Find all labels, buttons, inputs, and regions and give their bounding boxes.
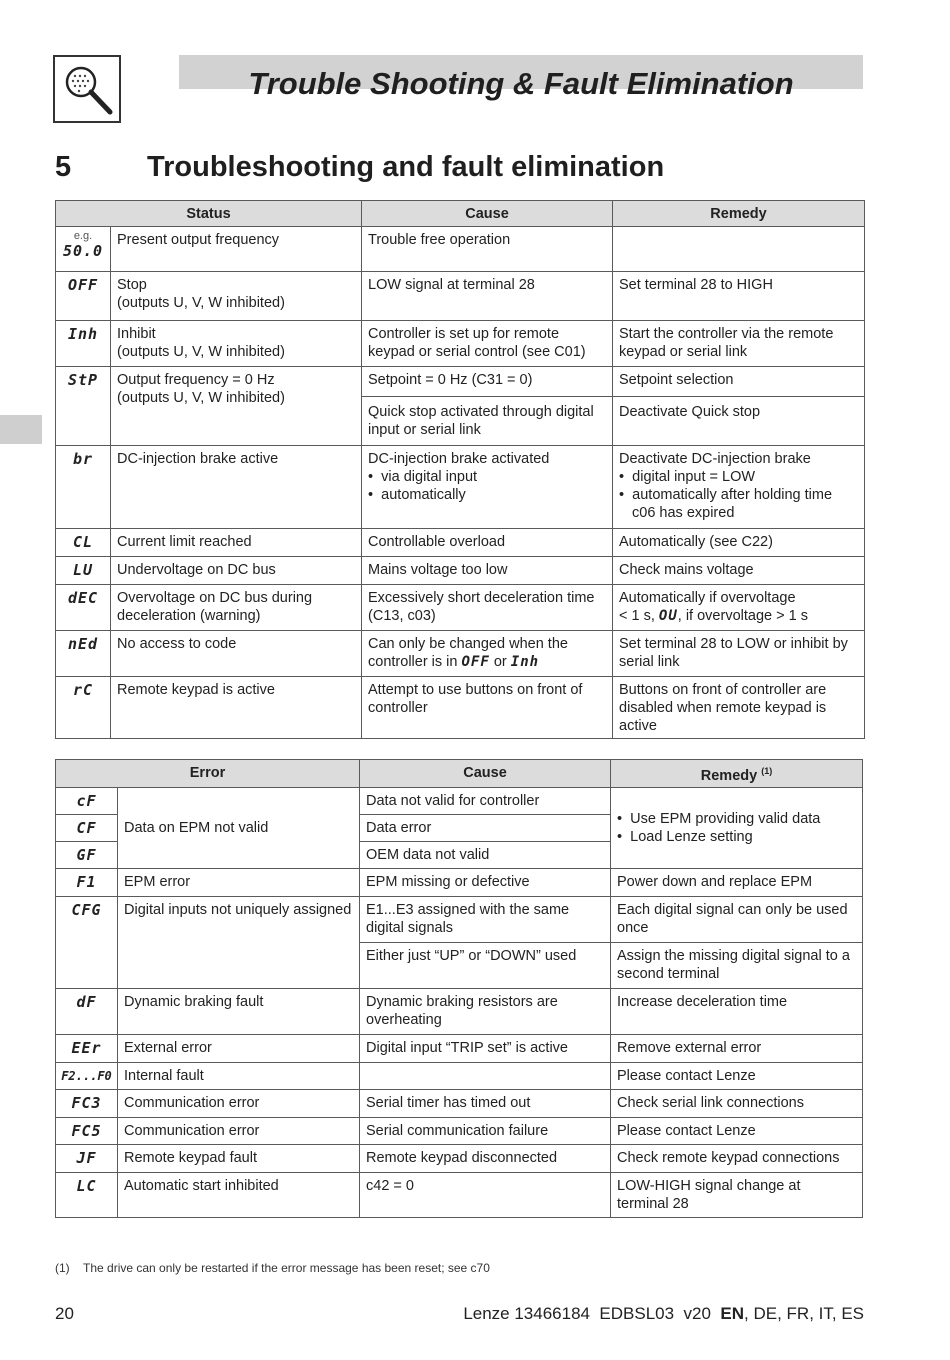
cause-text: Data not valid for controller <box>360 787 611 814</box>
error-text: Remote keypad fault <box>118 1144 360 1172</box>
remedy-text: Automatically (see C22) <box>613 529 865 557</box>
status-text: Undervoltage on DC bus <box>111 557 362 585</box>
error-code: JF <box>56 1144 118 1172</box>
lcd-inline: Inh <box>510 654 540 670</box>
table-row <box>56 631 865 677</box>
error-code: F1 <box>56 868 118 896</box>
status-code: Inh <box>56 321 111 367</box>
cause-text: DC-injection brake activated • via digital input • automatically <box>362 446 613 529</box>
cause-text: Attempt to use buttons on front of controller <box>362 677 613 739</box>
error-text: Dynamic braking fault <box>118 988 360 1034</box>
status-code: OFF <box>56 272 111 321</box>
lcd-inline: OFF <box>461 654 490 670</box>
status-code: rC <box>56 677 111 739</box>
cause-text: Controllable overload <box>362 529 613 557</box>
status-text: Overvoltage on DC bus during deceleration (warning) <box>111 585 362 631</box>
error-table <box>55 759 863 1218</box>
status-text: Current limit reached <box>111 529 362 557</box>
error-code: FC3 <box>56 1089 118 1117</box>
cause-text: LOW signal at terminal 28 <box>362 272 613 321</box>
remedy-text: Set terminal 28 to LOW or inhibit by serial link <box>613 631 865 677</box>
error-text: External error <box>118 1034 360 1062</box>
cause-header: Cause <box>360 760 611 788</box>
status-table <box>55 200 865 739</box>
status-text: Inhibit (outputs U, V, W inhibited) <box>111 321 362 367</box>
eg-label: e.g. <box>73 230 93 242</box>
remedy-text: Setpoint selection Deactivate Quick stop <box>613 367 865 446</box>
remedy-text: Deactivate DC-injection brake • digital input = LOW • automatically after holding time c06 has expired <box>613 446 865 529</box>
error-code: GF <box>56 841 118 868</box>
status-text: Remote keypad is active <box>111 677 362 739</box>
cause-text: E1...E3 assigned with the same digital signals <box>360 896 611 942</box>
status-code: CL <box>56 529 111 557</box>
error-code: LC <box>56 1172 118 1217</box>
table-row <box>56 868 863 896</box>
remedy-text: Check mains voltage <box>613 557 865 585</box>
error-text: Automatic start inhibited <box>118 1172 360 1217</box>
remedy-text: Please contact Lenze <box>611 1117 863 1144</box>
table-row <box>56 321 865 367</box>
error-text: Digital inputs not uniquely assigned <box>118 896 360 988</box>
error-code: dF <box>56 988 118 1034</box>
error-text: Internal fault <box>118 1062 360 1089</box>
error-code: EEr <box>56 1034 118 1062</box>
cause-text: Mains voltage too low <box>362 557 613 585</box>
error-table-header <box>56 760 863 788</box>
remedy-text: Increase deceleration time <box>611 988 863 1034</box>
cause-text: c42 = 0 <box>360 1172 611 1217</box>
status-code: StP <box>56 367 111 446</box>
error-text: Data on EPM not valid <box>118 787 360 868</box>
table-row <box>56 272 865 321</box>
remedy-header: Remedy <box>613 201 865 227</box>
error-code: cF <box>56 787 118 814</box>
footnote <box>55 1261 490 1275</box>
cause-header: Cause <box>362 201 613 227</box>
error-code: F2...F0 <box>56 1062 118 1089</box>
remedy-text: LOW-HIGH signal change at terminal 28 <box>611 1172 863 1217</box>
remedy-text: Power down and replace EPM <box>611 868 863 896</box>
table-row <box>56 1034 863 1062</box>
other-languages: , DE, FR, IT, ES <box>744 1304 864 1323</box>
status-text: Stop (outputs U, V, W inhibited) <box>111 272 362 321</box>
error-text: Communication error <box>118 1117 360 1144</box>
cause-text: Digital input “TRIP set” is active <box>360 1034 611 1062</box>
section-number: 5 <box>55 151 72 183</box>
remedy-text: Set terminal 28 to HIGH <box>613 272 865 321</box>
cause-text: Dynamic braking resistors are overheating <box>360 988 611 1034</box>
remedy-text: Please contact Lenze <box>611 1062 863 1089</box>
remedy-header: Remedy $^{(1)}$ <box>611 760 863 788</box>
table-row <box>56 1172 863 1217</box>
table-row <box>56 446 865 529</box>
table-row <box>56 1117 863 1144</box>
remedy-text: Buttons on front of controller are disabled when remote keypad is active <box>613 677 865 739</box>
remedy-text <box>613 227 865 272</box>
status-code: nEd <box>56 631 111 677</box>
side-tab-marker <box>0 415 42 444</box>
cause-text: OEM data not valid <box>360 841 611 868</box>
cause-text: Either just “UP” or “DOWN” used <box>360 942 611 988</box>
remedy-text: • Use EPM providing valid data • Load Lenze setting <box>611 787 863 868</box>
table-row <box>56 227 865 272</box>
status-code: e.g. 50.0 <box>56 227 111 272</box>
cause-text: Excessively short deceleration time (C13, c03) <box>362 585 613 631</box>
footnote-text: The drive can only be restarted if the error message has been reset; see c70 <box>83 1261 490 1275</box>
page-header-title: Trouble Shooting & Fault Elimination <box>248 66 794 101</box>
status-code: br <box>56 446 111 529</box>
status-code: dEC <box>56 585 111 631</box>
error-code: CF <box>56 814 118 841</box>
footnote-marker: (1) <box>55 1261 70 1275</box>
error-code: CFG <box>56 896 118 988</box>
remedy-text: Check remote keypad connections <box>611 1144 863 1172</box>
table-row <box>56 1062 863 1089</box>
cause-text <box>360 1062 611 1089</box>
error-text: EPM error <box>118 868 360 896</box>
status-text: DC-injection brake active <box>111 446 362 529</box>
active-language: EN <box>720 1304 745 1323</box>
cause-text: Serial timer has timed out <box>360 1089 611 1117</box>
table-row <box>56 988 863 1034</box>
status-code: LU <box>56 557 111 585</box>
error-text: Communication error <box>118 1089 360 1117</box>
table-row <box>56 896 863 942</box>
cause-text: Data error <box>360 814 611 841</box>
table-row <box>56 787 863 814</box>
remedy-text: Automatically if overvoltage < 1 s, OU, if overvoltage > 1 s <box>613 585 865 631</box>
table-row <box>56 557 865 585</box>
status-header: Status <box>56 201 362 227</box>
table-row <box>56 529 865 557</box>
cause-text: Can only be changed when the controller is in OFF or Inh <box>362 631 613 677</box>
table-row <box>56 585 865 631</box>
magnifier-icon <box>53 55 121 123</box>
table-row <box>56 367 865 446</box>
remedy-text: Assign the missing digital signal to a second terminal <box>611 942 863 988</box>
error-code: FC5 <box>56 1117 118 1144</box>
remedy-text: Remove external error <box>611 1034 863 1062</box>
table-row <box>56 1089 863 1117</box>
table-row <box>56 677 865 739</box>
page-number: 20 <box>55 1304 74 1323</box>
status-text: No access to code <box>111 631 362 677</box>
status-table-header <box>56 201 865 227</box>
remedy-text: Check serial link connections <box>611 1089 863 1117</box>
document-reference: Lenze 13466184 EDBSL03 v20 EN, DE, FR, IT, ES <box>463 1304 864 1323</box>
status-text: Output frequency = 0 Hz (outputs U, V, W inhibited) <box>111 367 362 446</box>
status-text: Present output frequency <box>111 227 362 272</box>
cause-text: Controller is set up for remote keypad or serial control (see C01) <box>362 321 613 367</box>
error-header: Error <box>56 760 360 788</box>
table-row <box>56 1144 863 1172</box>
cause-text: EPM missing or defective <box>360 868 611 896</box>
cause-text: Setpoint = 0 Hz (C31 = 0) Quick stop activated through digital input or serial link <box>362 367 613 446</box>
lcd-inline: OU <box>658 608 678 624</box>
remedy-text: Start the controller via the remote keypad or serial link <box>613 321 865 367</box>
section-title: Troubleshooting and fault elimination <box>147 151 665 183</box>
cause-text: Serial communication failure <box>360 1117 611 1144</box>
cause-text: Remote keypad disconnected <box>360 1144 611 1172</box>
remedy-text: Each digital signal can only be used once <box>611 896 863 942</box>
cause-text: Trouble free operation <box>362 227 613 272</box>
